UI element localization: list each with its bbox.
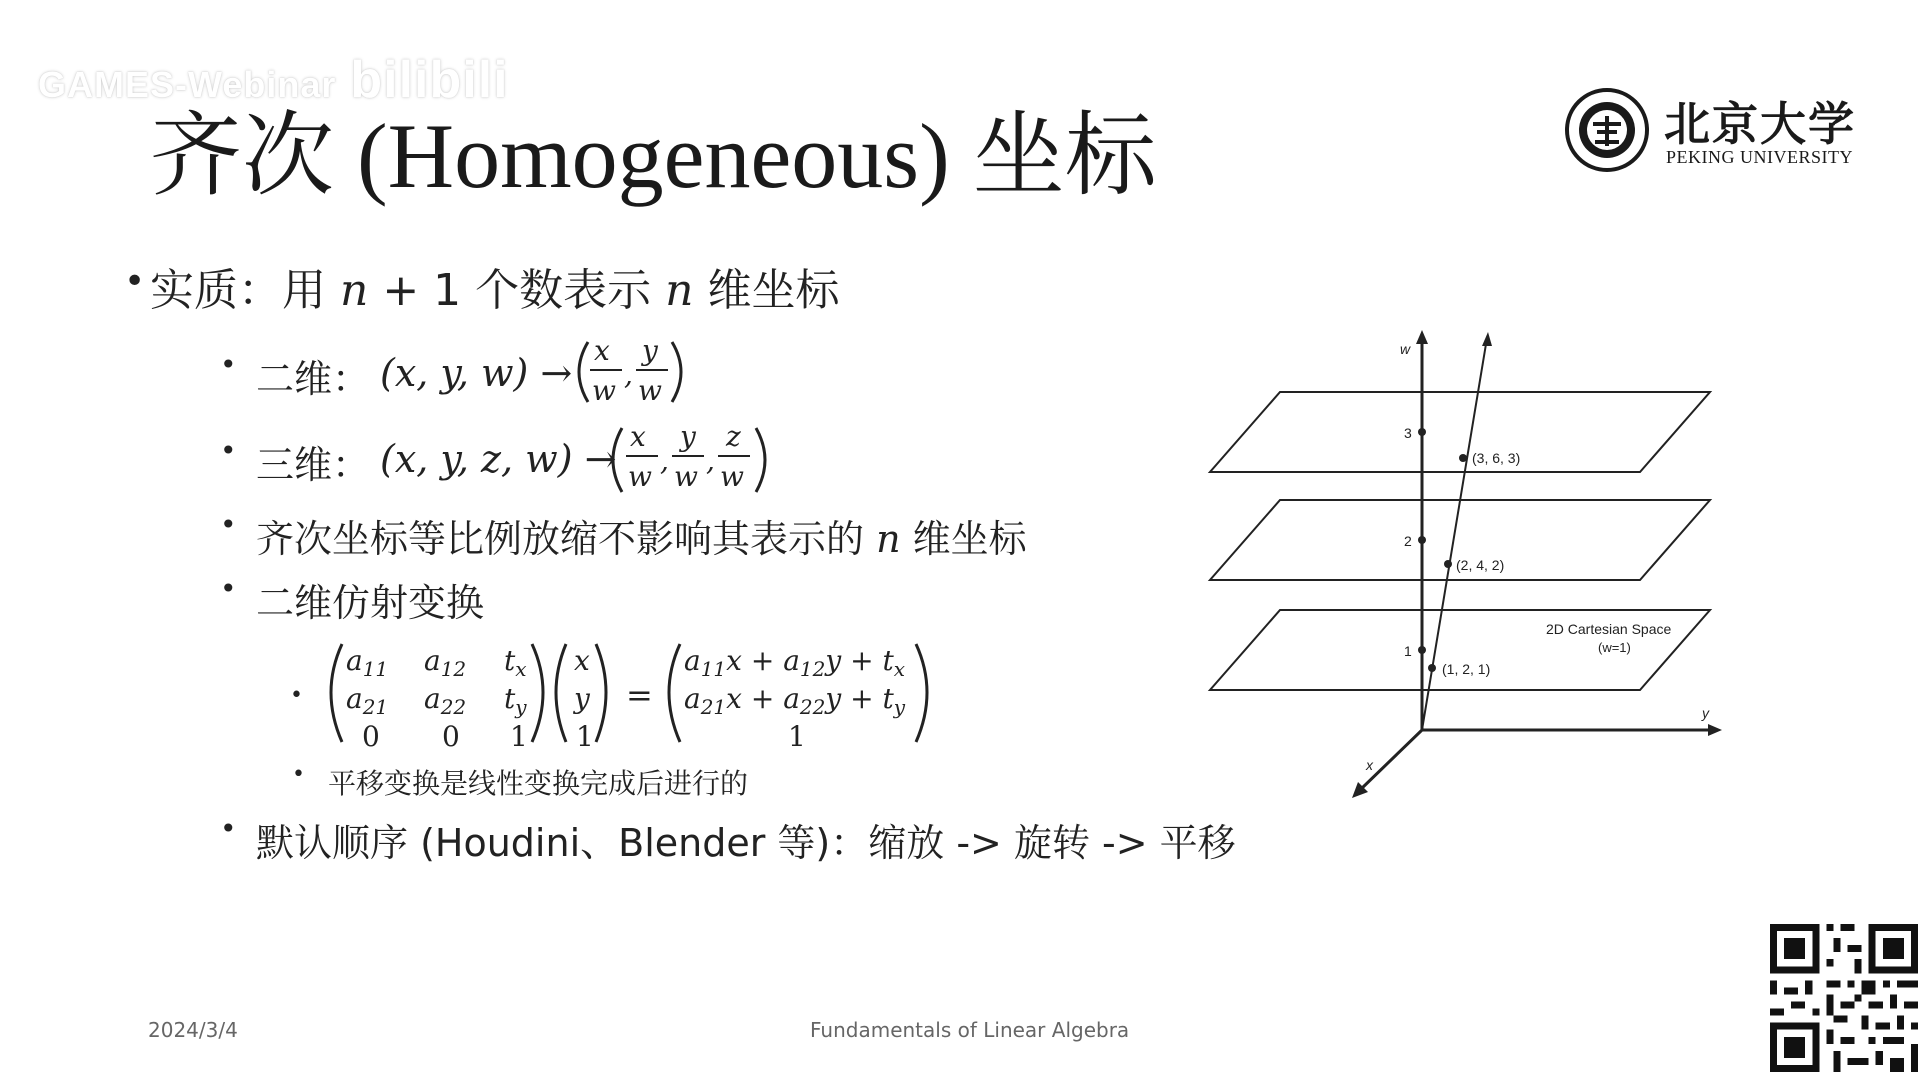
svg-text:y: y xyxy=(574,682,590,715)
svg-text:•: • xyxy=(290,683,303,708)
footer-course-title: Fundamentals of Linear Algebra xyxy=(810,1018,1130,1042)
point-2-4-2: (2, 4, 2) xyxy=(1456,557,1505,573)
y-axis-label: y xyxy=(1702,705,1709,721)
svg-text:x: x xyxy=(630,420,646,453)
svg-text:,: , xyxy=(624,358,633,391)
svg-text:1: 1 xyxy=(510,720,528,753)
qr-code xyxy=(1770,924,1918,1072)
formula-2d xyxy=(380,334,681,407)
bullet-translation-note: • 平移变换是线性变换完成后进行的 xyxy=(328,762,748,802)
svg-text:0: 0 xyxy=(442,720,460,753)
bullet-affine: • 二维仿射变换 xyxy=(256,572,484,627)
bullet-essence: • 实质：用 n + 1 个数表示 n 维坐标 xyxy=(150,254,840,318)
svg-text:,: , xyxy=(706,444,715,477)
bilibili-logo: bilibili xyxy=(350,51,509,109)
svg-text:w: w xyxy=(628,460,652,493)
level-2-label: 2 xyxy=(1404,533,1412,549)
svg-text:a11x + a12y + tx: $a_{11}x + a_{12}y + t_x$ xyxy=(684,644,905,681)
plane-title: 2D Cartesian Space xyxy=(1546,621,1672,637)
svg-text:=: = xyxy=(626,676,653,714)
pku-name-en: PEKING UNIVERSITY xyxy=(1666,147,1853,167)
slide-title: 齐次 (Homogeneous) 坐标 xyxy=(150,105,1157,207)
svg-text:a21x + a22y + ty: $a_{21}x + a_{22}y + t_y$ xyxy=(684,682,906,719)
svg-text:1: 1 xyxy=(576,720,594,753)
svg-text:0: 0 xyxy=(362,720,380,753)
svg-text:a11: $a_{11}$ xyxy=(346,644,389,681)
svg-text:w: w xyxy=(674,460,698,493)
footer-date: 2024/3/4 xyxy=(148,1018,238,1042)
svg-text:y: y xyxy=(680,420,696,453)
homogeneous-planes-diagram xyxy=(1190,330,1750,810)
watermark-text: GAMES-Webinar xyxy=(38,64,337,105)
plane-subtitle: (w=1) xyxy=(1598,640,1631,655)
level-1-label: 1 xyxy=(1404,643,1412,659)
formula-3d xyxy=(380,420,765,493)
point-3-6-3: (3, 6, 3) xyxy=(1472,450,1521,466)
svg-text:w: w xyxy=(638,374,662,407)
svg-text:y: y xyxy=(642,334,658,367)
bullet-2d: • 二维： xyxy=(256,348,370,403)
svg-text:ty: $t_y$ xyxy=(504,682,527,719)
svg-text:w: w xyxy=(592,374,616,407)
svg-text:a12: $a_{12}$ xyxy=(424,644,467,681)
level-3-label: 3 xyxy=(1404,425,1412,441)
svg-text:a21: $a_{21}$ xyxy=(346,682,389,719)
svg-text:,: , xyxy=(660,444,669,477)
svg-text:(x, y, w) →: (x, y, w) → xyxy=(380,351,573,395)
formula-affine-matrix xyxy=(290,644,927,753)
svg-text:x: x xyxy=(594,334,610,367)
svg-text:z: z xyxy=(726,420,741,453)
svg-text:(x, y, z, w) →: (x, y, z, w) → xyxy=(380,437,617,481)
svg-text:1: 1 xyxy=(788,720,806,753)
svg-text:a22: $a_{22}$ xyxy=(424,682,467,719)
point-1-2-1: (1, 2, 1) xyxy=(1442,661,1491,677)
svg-text:w: w xyxy=(720,460,744,493)
x-axis-label: x xyxy=(1366,757,1373,773)
bullet-3d: • 三维： xyxy=(256,434,370,489)
svg-text:tx: $t_x$ xyxy=(504,644,527,681)
svg-text:x: x xyxy=(574,644,590,677)
pku-name-zh: 北京大学 xyxy=(1664,97,1856,151)
bullet-scale-invariance: • 齐次坐标等比例放缩不影响其表示的 n 维坐标 xyxy=(256,508,1027,563)
bullet-default-order: • 默认顺序 (Houdini、Blender 等)：缩放 -> 旋转 -> 平移 xyxy=(256,812,1236,867)
w-axis-label: w xyxy=(1400,341,1411,357)
